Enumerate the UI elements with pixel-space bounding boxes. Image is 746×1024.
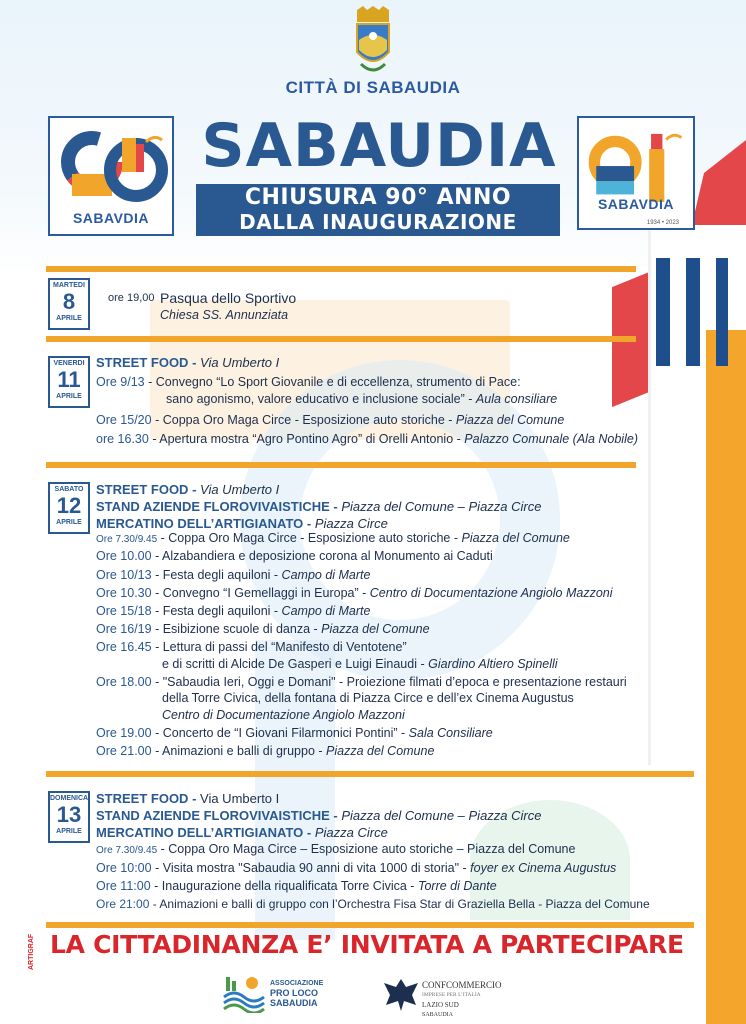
event-row	[162, 708, 405, 722]
event-row	[96, 640, 407, 654]
confcommercio-logo	[382, 975, 512, 1018]
event-text: - Animazioni e balli di gruppo con l’Orchestra Fisa Star di Graziella Bella - Piazza del Comune	[152, 897, 650, 911]
proloco-line-2: PRO LOCO	[270, 988, 319, 998]
event-text: - Festa degli aquiloni -	[155, 568, 279, 582]
building-illustration	[706, 330, 746, 1024]
event-row	[96, 432, 638, 446]
subtitle-line-1: CHIUSURA 90° ANNO	[244, 185, 512, 210]
event-place: Centro di Documentazione Angiolo Mazzoni	[369, 586, 613, 600]
event-place: Aula consiliare	[475, 392, 558, 406]
program-header-title: STAND AZIENDE FLOROVIVAISTICHE	[96, 499, 330, 514]
event-place: Chiesa SS. Annunziata	[160, 308, 289, 322]
event-text: - Convegno “Lo Sport Giovanile e di eccellenza, strumento di Pace:	[148, 375, 521, 389]
event-time: Ore 19.00	[96, 726, 152, 740]
event-place: Campo di Marte	[281, 604, 371, 618]
event-time: Ore 21:00	[96, 897, 150, 911]
program-header: MERCATINO DELL’ARTIGIANATO - Piazza Circe	[96, 825, 388, 840]
event-place: Piazza del Comune	[326, 744, 435, 758]
city-crest-icon	[353, 6, 393, 76]
date-badge	[48, 278, 90, 330]
section-divider	[46, 266, 636, 272]
month: APRILE	[56, 828, 82, 835]
date-badge	[48, 791, 90, 843]
event-text: - Lettura di passi del “Manifesto di Ventotene”	[155, 640, 407, 654]
event-place: Torre di Dante	[417, 879, 497, 893]
proloco-logo	[222, 975, 332, 1015]
event-time: Ore 11:00	[96, 879, 151, 893]
event-row	[162, 657, 558, 671]
event-time: Ore 7.30/9.45	[96, 534, 158, 545]
event-text: e di scritti di Alcide De Gasperi e Luigi Einaudi -	[162, 657, 425, 671]
event-place: Piazza del Comune	[455, 413, 565, 427]
proloco-icon	[222, 975, 266, 1013]
event-text: - Visita mostra "Sabaudia 90 anni di vita 1000 di storia" -	[155, 861, 467, 875]
program-header: STREET FOOD - Via Umberto I	[96, 482, 280, 497]
artigraf-credit: ARTIGRAF	[28, 933, 35, 970]
event-place: Piazza del Comune	[461, 531, 570, 545]
event-time: Ore 10/13	[96, 568, 152, 582]
page-title: SABAUDIA	[201, 111, 557, 181]
logo-left-text: SABAVDIA	[72, 210, 150, 226]
program-header-title: STREET FOOD	[96, 355, 189, 370]
building-illustration	[686, 258, 700, 366]
event-row	[96, 675, 627, 689]
event-row	[96, 375, 521, 389]
confcommercio-text	[422, 980, 502, 1020]
event-text: - Apertura mostra “Agro Pontino Agro” di Orelli Antonio -	[152, 432, 461, 446]
event-row	[96, 897, 650, 911]
event-text: - Coppa Oro Maga Circe - Esposizione auto storiche -	[160, 531, 458, 545]
logo-90-icon	[58, 128, 168, 206]
building-illustration	[716, 258, 728, 366]
event-place: Centro di Documentazione Angiolo Mazzoni	[162, 708, 405, 722]
confc-line-4: SABAUDIA	[422, 1012, 454, 1018]
program-header-place: Piazza Circe	[314, 516, 388, 531]
event-place: Giardino Altiero Spinelli	[428, 657, 558, 671]
program-header: STAND AZIENDE FLOROVIVAISTICHE - Piazza del Comune – Piazza Circe	[96, 808, 542, 823]
event-text: - Convegno “I Gemellaggi in Europa” -	[155, 586, 367, 600]
event-place: Piazza del Comune	[321, 622, 430, 636]
event-text: - Inaugurazione della riqualificata Torre Civica -	[154, 879, 415, 893]
event-text: - Coppa Oro Maga Circe - Esposizione auto storiche -	[155, 413, 453, 427]
event-place: foyer ex Cinema Augustus	[470, 861, 617, 875]
event-text: - Esibizione scuole di danza -	[155, 622, 318, 636]
section-divider	[46, 922, 694, 928]
logo-right-text: SABAVDIA	[597, 196, 675, 212]
event-place: Palazzo Comunale (Ala Nobile)	[464, 432, 638, 446]
event-row	[96, 586, 613, 600]
proloco-line-3: SABAUDIA	[270, 998, 318, 1008]
confc-line-1: CONFCOMMERCIO	[422, 980, 502, 990]
date-badge	[48, 482, 90, 534]
subtitle-line-2: DALLA INAUGURAZIONE	[239, 210, 517, 234]
program-header: STREET FOOD - Via Umberto I	[96, 355, 280, 370]
event-row	[166, 392, 557, 406]
event-time: Ore 9/13	[96, 375, 145, 389]
event-time: Ore 10.00	[96, 549, 152, 563]
event-text: - "Sabaudia Ieri, Oggi e Domani" - Proiezione filmati d’epoca e presentazione restauri	[155, 675, 627, 689]
event-text: - Alzabandiera e deposizione corona al Monumento ai Caduti	[155, 549, 493, 563]
city-name: CITTÀ DI SABAUDIA	[285, 78, 461, 97]
program-header-place: Via Umberto I	[200, 482, 280, 497]
event-time: ore 19,00	[108, 292, 155, 304]
confc-line-2: IMPRESE PER L’ITALIA	[422, 992, 481, 998]
program-header-place: Via Umberto I	[200, 355, 280, 370]
logo-90-left	[48, 116, 174, 236]
event-row	[96, 744, 434, 758]
program-header-place: Via Umberto I	[200, 791, 280, 806]
event-time: ore 16.30	[96, 432, 149, 446]
proloco-line-1: ASSOCIAZIONE	[270, 980, 324, 987]
event-time: Ore 16.45	[96, 640, 152, 654]
logo-90-icon	[583, 128, 687, 206]
event-text: - Animazioni e balli di gruppo -	[155, 744, 323, 758]
event-place: Campo di Marte	[281, 568, 371, 582]
program-header-place: Piazza Circe	[314, 825, 388, 840]
weekday: DOMENICA	[50, 795, 89, 802]
day-number: 8	[62, 289, 76, 314]
weekday: VENERDI	[53, 360, 85, 367]
program-header-title: MERCATINO DELL’ARTIGIANATO	[96, 516, 304, 531]
program-header: STAND AZIENDE FLOROVIVAISTICHE - Piazza del Comune – Piazza Circe	[96, 499, 542, 514]
event-row	[162, 691, 574, 705]
event-time: Ore 7.30/9.45	[96, 845, 158, 856]
event-time: Ore 15/18	[96, 604, 152, 618]
event-text: - Concerto de “I Giovani Filarmonici Pontini” -	[155, 726, 406, 740]
section-divider	[46, 336, 636, 342]
day-number: 12	[56, 493, 82, 518]
confc-line-3: LAZIO SUD	[422, 1001, 459, 1009]
event-row	[96, 549, 493, 563]
event-time: Ore 15/20	[96, 413, 152, 427]
event-row	[96, 861, 616, 875]
event-row	[96, 879, 497, 893]
date-badge	[48, 356, 90, 408]
event-row	[96, 842, 575, 856]
day-number: 11	[57, 367, 81, 392]
event-time: Ore 10:00	[96, 861, 152, 875]
building-illustration	[656, 258, 670, 366]
day-number: 13	[56, 802, 82, 827]
program-header: STREET FOOD - Via Umberto I	[96, 791, 280, 806]
event-row	[96, 413, 564, 427]
weekday: MARTEDI	[53, 282, 85, 289]
program-header-title: STREET FOOD	[96, 791, 189, 806]
logo-right-years: 1934 • 2023	[646, 220, 679, 226]
event-text: sano agonismo, valore educativo e inclusione sociale” -	[166, 392, 473, 406]
weekday: SABATO	[54, 486, 84, 493]
event-text: - Festa degli aquiloni -	[155, 604, 279, 618]
eagle-icon	[382, 975, 420, 1013]
event-text: della Torre Civica, della fontana di Piazza Circe e dell’ex Cinema Augustus	[162, 691, 574, 705]
program-header-place: Piazza del Comune – Piazza Circe	[341, 499, 542, 514]
month: APRILE	[56, 315, 82, 322]
program-header: MERCATINO DELL’ARTIGIANATO - Piazza Circe	[96, 516, 388, 531]
subtitle-banner	[196, 184, 560, 236]
program-header-title: STREET FOOD	[96, 482, 189, 497]
event-text: - Coppa Oro Maga Circe – Esposizione auto storiche – Piazza del Comune	[160, 842, 576, 856]
event-title: Pasqua dello Sportivo	[160, 290, 297, 306]
event-row	[96, 568, 370, 582]
event-time: Ore 10.30	[96, 586, 152, 600]
event-row	[96, 604, 370, 618]
event-row	[96, 726, 493, 740]
event-time: Ore 18.00	[96, 675, 152, 689]
program-header-title: STAND AZIENDE FLOROVIVAISTICHE	[96, 808, 330, 823]
event-time: Ore 16/19	[96, 622, 152, 636]
event-row	[96, 531, 570, 545]
invite-banner: LA CITTADINANZA E’ INVITATA A PARTECIPARE	[50, 930, 684, 959]
logo-90-right	[577, 116, 695, 230]
section-divider	[46, 462, 636, 468]
program-header-title: MERCATINO DELL’ARTIGIANATO	[96, 825, 304, 840]
section-divider	[46, 771, 694, 777]
month: APRILE	[56, 519, 82, 526]
month: APRILE	[56, 393, 82, 400]
program-header-place: Piazza del Comune – Piazza Circe	[341, 808, 542, 823]
event-time: Ore 21.00	[96, 744, 152, 758]
proloco-text	[270, 979, 323, 1008]
event-place: Sala Consiliare	[408, 726, 493, 740]
event-row	[96, 622, 430, 636]
